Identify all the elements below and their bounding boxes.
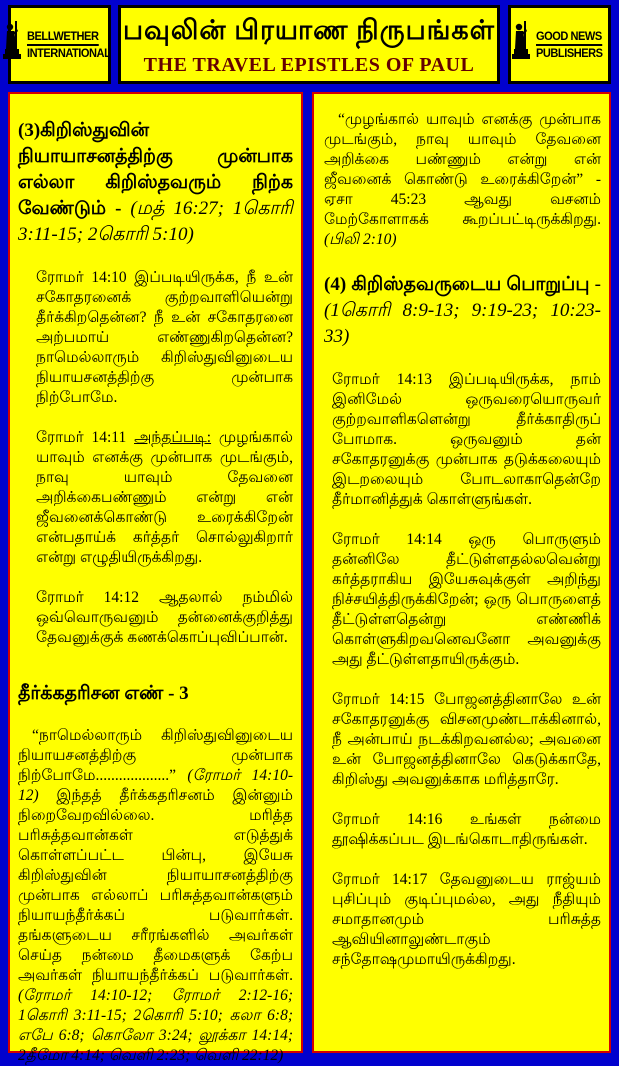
logo-line2: PUBLISHERS [535,46,603,60]
prophecy-paragraph [18,726,293,1066]
isaiah-quote-ref: (பிலி 2:10) [324,231,397,248]
verse-rest: முழங்கால் யாவும் எனக்கு முன்பாக முடங்கும், நாவு யாவும் தேவனை அறிக்கைபண்ணும் என்று என் ஜீவனைக்கொண்டு உரைக்கிறேன் என்பதாய்க் கர்த்தர் சொல்லுகிறார் என்று எழுதியிருக்கிறது. [36,429,294,566]
verse-romans-14-16: ரோமர் 14:16 உங்கள் நன்மை தூஷிக்கப்பட இடங்கொடாதிருங்கள். [332,811,601,848]
section-4-heading-text: (4) கிறிஸ்தவருடைய பொறுப்பு [324,274,595,295]
section-3-heading-text: (3)கிறிஸ்துவின் நியாயாசனத்திற்கு முன்பாக எல்லா கிறிஸ்தவரும் நிற்க வேண்டும் - [18,120,293,219]
prophecy-number-heading: தீர்க்கதரிசன எண் - 3 [18,683,189,704]
logo-line1: BELLWETHER [27,29,98,46]
good-news-publishers-logo [508,5,611,84]
verse-romans-14-10: ரோமர் 14:10 இப்படியிருக்க, நீ உன் சகோதரனைக் குற்றவாளியென்று தீர்க்கிறதென்ன? நீ உன் சகோதரனை அற்பமாய் எண்ணுகிறதென்ன? நாமெல்லாரும் கிறிஸ்துவினுடைய நியாயசனத்திற்கு முன்பாக நிற்போமே. [36,269,293,406]
verse-romans-14-11 [36,428,293,568]
verse-romans-14-14: ரோமர் 14:14 ஒரு பொருளும் தன்னிலே தீட்டுள்ளதல்லவென்று கர்த்தராகிய இயேசுவுக்குள் அறிந்து நிச்சயித்திருக்கிறேன்; ஒரு பொருளைத் தீட்டுள்ளதென்று எண்ணிக் கொள்ளுகிறவனெவனோ அவனுக்கு அது தீட்டுள்ளதாயிருக்கும். [332,531,601,668]
verse-romans-14-13: ரோமர் 14:13 இப்படியிருக்க, நாம் இனிமேல் ஒருவரையொருவர் குற்றவாளிகளென்று தீர்க்காதிருப் போமாக. ஒருவனும் தன் சகோதரனுக்கு முன்பாக தடுக்கலையும் இடறலையும் போடலாகாதென்றே தீர்மானித்துக் கொள்ளுங்கள். [332,371,601,508]
bellwether-logo-text [27,29,110,60]
section-3-heading-refs: (மத் 16:27; 1கொரி 3:11-15; 2கொரி 5:10) [18,198,293,245]
verse-romans-14-15: ரோமர் 14:15 போஜனத்தினாலே உன் சகோதரனுக்கு விசனமுண்டாக்கினால், நீ அன்பாய் நடக்கிறவனல்ல; அவனை உன் போஜனத்தினாலே கெடுக்காதே, கிறிஸ்து அவனுக்காக மரித்தாரே. [332,691,601,788]
prophecy-body: இந்தத் தீர்க்கதரிசனம் இன்னும் நிறைவேறவில்லை. மரித்த பரிசுத்தவான்கள் எடுத்துக் கொள்ளப்பட்ட பின்பு, இயேசு கிறிஸ்துவின் நியாயாசனத்திற்கு முன்பாக எல்லாப் பரிசுத்தவான்களும் நியாயந்தீர்க்கப் படுவார்கள். தங்களுடைய சரீரங்களில் அவர்கள் செய்த நன்மை தீமைகளுக் கேற்ப அவர்கள் நியாயந்தீர்க்கப் படுவார்கள். [18,787,293,984]
page-title-tamil: பவுலின் பிரயாண நிருபங்கள் [122,15,496,45]
verse-romans-14-12: ரோமர் 14:12 ஆதலால் நம்மில் ஒவ்வொருவனும் தன்னைக்குறித்து தேவனுக்குக் கணக்கொப்புவிப்பான். [36,589,293,646]
isaiah-quote-text: “முழங்கால் யாவும் எனக்கு முன்பாக முடங்கும், நாவு யாவும் தேவனை அறிக்கை பண்ணும் என்று என் ஜீவனைக் கொண்டு உரைக்கிறேன்” - ஏசா 45:23 ஆவது வசனம் மேற்கோளாகக் கூறப்பட்டிருக்கிறது. [324,111,601,228]
bellwether-logo [8,5,111,84]
verse-romans-14-17: ரோமர் 14:17 தேவனுடைய ராஜ்யம் புசிப்பும் குடிப்புமல்ல, அது நீதியும் சமாதானமும் பரிசுத்த ஆவியினாலுண்டாகும் சந்தோஷமுமாயிருக்கிறது. [332,871,601,968]
section-3-heading [18,118,293,248]
right-column [312,92,611,1053]
logo-line2: INTERNATIONAL [26,46,111,60]
page-title-english: THE TRAVEL EPISTLES OF PAUL [143,54,475,76]
left-column [8,92,303,1064]
isaiah-quote-paragraph [324,110,601,250]
underlined-phrase: அந்தப்படி: [134,429,212,446]
logo-line1: GOOD NEWS [536,29,602,46]
prophecy-ref-list: (ரோமர் 14:10-12; ரோமர் 2:12-16; 1கொரி 3:11-15; 2கொரி 5:10; கலா 6:8; எபே 6:8; கொலோ 3:24; லூக்கா 14:14; 2தீமோ 4:14; வெளி 2:23; வெளி 22:12) [18,987,293,1064]
statue-icon [511,19,533,71]
prophecy-ref-1: (ரோமர் 14:10-12) [18,767,293,804]
verse-lead: ரோமர் 14:11 [36,429,135,446]
prophecy-quote: “நாமெல்லாரும் கிறிஸ்துவினுடைய நியாயசனத்திற்கு முன்பாக நிற்போமே...................” [18,727,293,784]
good-news-logo-text [536,29,603,60]
section-4-heading [324,272,601,350]
statue-icon [2,19,24,71]
section-4-heading-refs: - (1கொரி 8:9-13; 9:19-23; 10:23-33) [324,274,601,347]
header-title-box [118,5,500,84]
